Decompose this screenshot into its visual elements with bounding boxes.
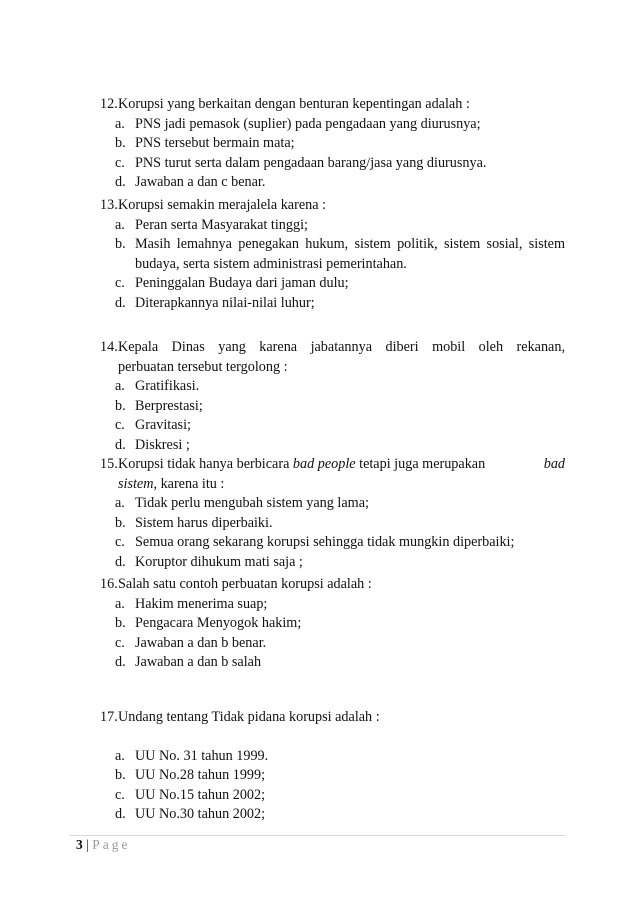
text-italic: sistem [118,475,154,492]
text-plain: , karena itu : [153,475,225,492]
option-text: Tidak perlu mengubah sistem yang lama; [135,495,369,511]
option [100,494,565,514]
option-text: Koruptor dihukum mati saja ; [135,553,303,570]
question-text: Korupsi yang berkaitan dengan benturan kepentingan adalah : [118,96,470,112]
question-text: Undang tentang Tidak pidana korupsi adalah : [118,709,380,725]
question-14 [100,338,565,455]
page-label: Page [92,837,131,852]
option [100,294,565,314]
option-text: Jawaban a dan b salah [135,654,262,670]
option-letter: b. [115,514,126,531]
option-letter: d. [115,654,126,670]
question-15 [100,455,565,572]
question-text: Korupsi semakin merajalela karena : [118,197,326,213]
question-number: 14. [100,339,118,355]
text-italic: bad people [292,456,356,472]
option-letter: a. [115,115,125,132]
option-letter: b. [115,135,126,151]
option [100,766,565,786]
option-letter: b. [115,397,126,414]
option [100,533,565,553]
option-continuation: budaya, serta sistem administrasi pemerintahan. [135,255,407,272]
footer-divider [70,835,565,836]
option-text: UU No.15 tahun 2002; [135,786,266,803]
question-number: 13. [100,197,118,213]
option-text: Jawaban a dan b benar. [135,634,267,651]
option-text: UU No.28 tahun 1999; [135,767,266,783]
question-continuation: perbuatan tersebut tergolong : [118,358,288,375]
option-text: PNS turut serta dalam pengadaan barang/jasa yang diurusnya. [135,154,487,171]
text-plain: tetapi juga merupakan [355,456,486,472]
option [100,805,565,825]
option-letter: c. [115,154,125,171]
option-letter: c. [115,534,125,550]
option [100,397,565,417]
question-12 [100,95,565,193]
option [100,134,565,154]
option-text: Berprestasi; [135,397,203,414]
option-letter: d. [115,436,126,453]
option-letter: a. [115,378,125,394]
page-number: 3 [76,837,83,852]
option [100,595,565,615]
option-letter: b. [115,236,126,252]
option-text: Pengacara Menyogok hakim; [135,615,302,631]
question-number: 17. [100,709,118,725]
option-letter: a. [115,595,125,612]
option [100,653,565,673]
option-letter: d. [115,806,126,822]
page-footer [76,837,130,853]
option-letter: a. [115,216,125,233]
option-text: Peran serta Masyarakat tinggi; [135,216,308,233]
option-text: Semua orang sekarang korupsi sehingga tidak mungkin diperbaiki; [135,534,515,550]
option [100,747,565,767]
option-text: Gravitasi; [135,417,191,433]
option-letter: a. [115,495,125,511]
option-text: Sistem harus diperbaiki. [135,514,273,531]
option [100,553,565,573]
option-text: UU No. 31 tahun 1999. [135,747,269,764]
option-letter: d. [115,174,126,190]
option [100,115,565,135]
option-letter: d. [115,294,126,311]
option-text: Gratifikasi. [135,378,200,394]
option [100,634,565,654]
option [100,235,565,255]
option-text: Jawaban a dan c benar. [135,174,266,190]
option-text: UU No.30 tahun 2002; [135,806,266,822]
option [100,216,565,236]
option [100,436,565,456]
option [100,274,565,294]
option-letter: c. [115,275,125,291]
question-17 [100,708,565,825]
question-text-start [118,455,485,475]
footer-separator: | [86,837,89,852]
text-italic: bad [543,456,565,472]
option-text: Diskresi ; [135,436,190,453]
option-text: Masih lemahnya penegakan hukum, sistem politik, sistem sosial, sistem [135,236,565,252]
option-text: Diterapkannya nilai-nilai luhur; [135,294,315,311]
option-letter: a. [115,747,125,764]
option-letter: c. [115,786,125,803]
option [100,614,565,634]
spacer [100,728,565,747]
option-letter: c. [115,417,125,433]
option-letter: b. [115,615,126,631]
option [100,416,565,436]
option [100,173,565,193]
option-letter: c. [115,634,125,651]
question-text [118,455,565,475]
option-letter: d. [115,553,126,570]
option [100,154,565,174]
question-text: Kepala Dinas yang karena jabatannya diberi mobil oleh rekanan, [118,339,565,355]
question-number: 16. [100,576,118,592]
option-text: PNS jadi pemasok (suplier) pada pengadaan yang diurusnya; [135,115,481,132]
text-plain: Korupsi tidak hanya berbicara [118,456,293,472]
question-number: 15. [100,456,118,472]
question-number: 12. [100,96,118,112]
question-text: Salah satu contoh perbuatan korupsi adalah : [118,576,372,592]
option [100,514,565,534]
question-13 [100,196,565,313]
option [100,377,565,397]
option-text: Peninggalan Budaya dari jaman dulu; [135,275,349,291]
option [100,786,565,806]
option-text: Hakim menerima suap; [135,595,268,612]
option-text: PNS tersebut bermain mata; [135,135,295,151]
option-letter: b. [115,767,126,783]
question-continuation [100,475,565,495]
question-16 [100,575,565,673]
